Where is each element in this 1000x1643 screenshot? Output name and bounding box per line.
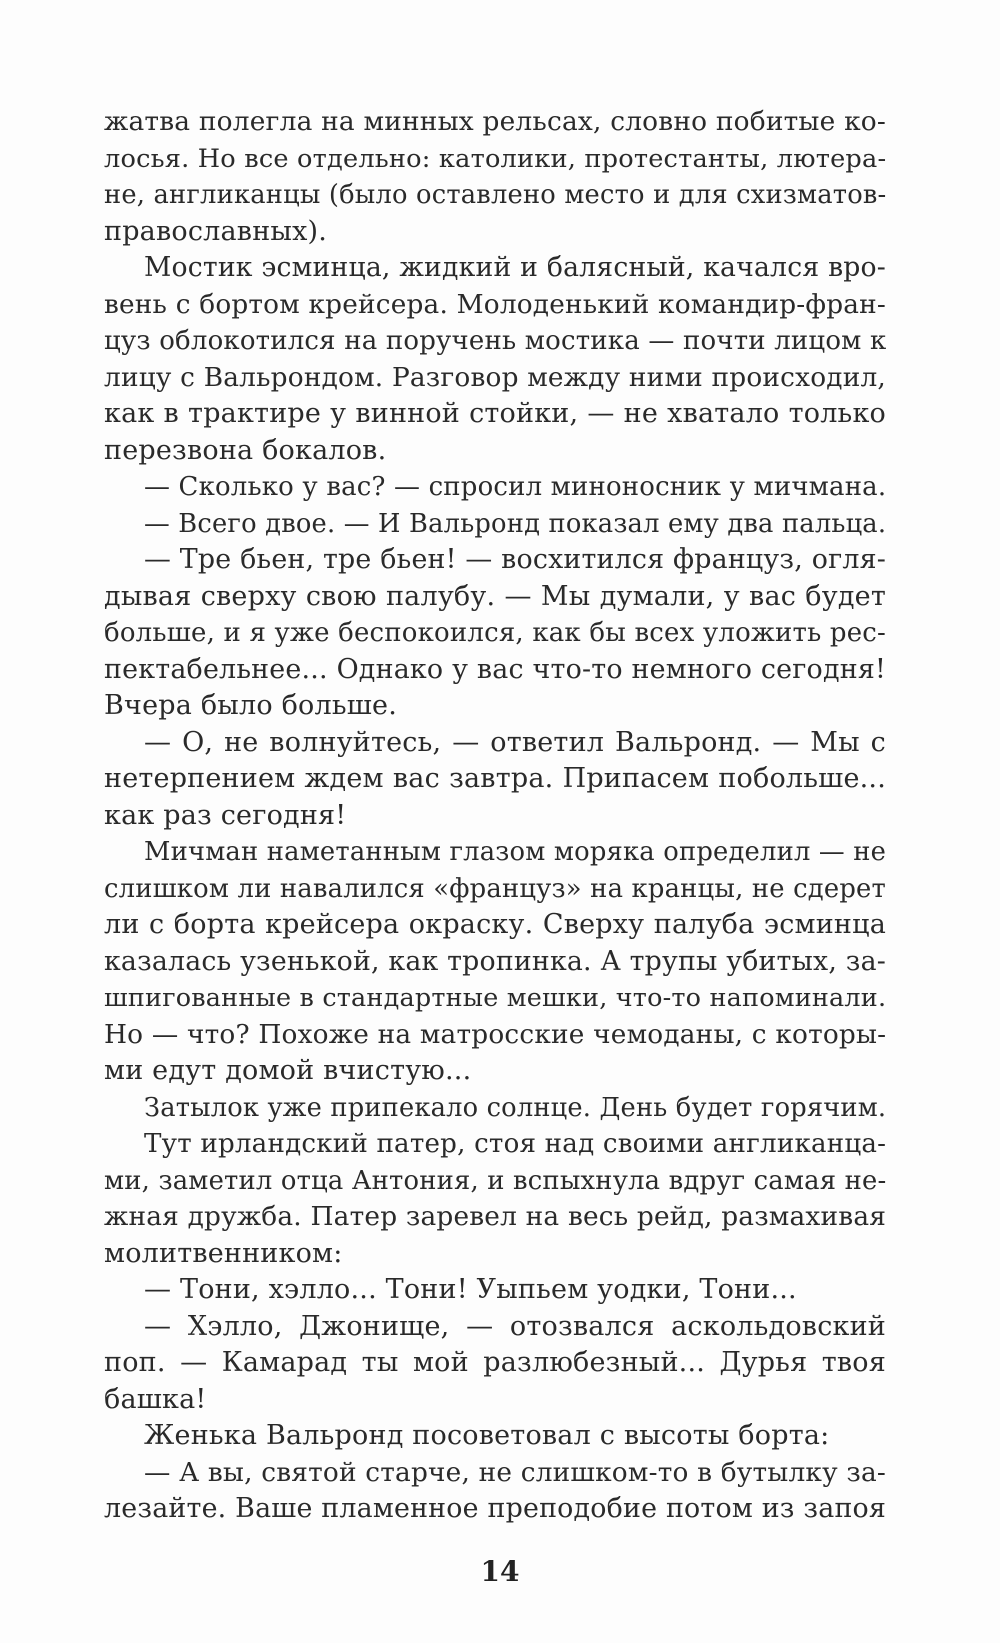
text-line: Мостик эсминца, жидкий и балясный, качался вро- (144, 252, 886, 283)
text-line: не, англиканцы (было оставлено место и для схизматов- (104, 180, 887, 210)
text-line: Тут ирландский патер, стоя над своими англиканца- (144, 1129, 887, 1159)
text-line: шпигованные в стандартные мешки, что-то напоминали. (104, 983, 887, 1013)
text-line: как в трактире у винной стойки, — не хватало только (104, 398, 886, 429)
text-line: — Тони, хэлло... Тони! Уыпьем уодки, Тони... (144, 1274, 797, 1305)
text-line: — Тре бьен, тре бьен! — восхитился француз, огля- (144, 544, 886, 575)
text-line: Но — что? Похоже на матросские чемоданы, с которы- (104, 1019, 887, 1050)
text-line: перезвона бокалов. (104, 434, 387, 466)
text-line: Вчера было больше. (104, 690, 397, 721)
text-line: вень с бортом крейсера. Молоденький командир-фран- (104, 289, 886, 320)
body-text (104, 104, 886, 1528)
text-line: жная дружба. Патер заревел на весь рейд, размахивая (104, 1202, 887, 1232)
text-line: дывая сверху свою палубу. — Мы думали, у вас будет (104, 580, 886, 612)
text-line: пектабельнее... Однако у вас что-то немного сегодня! (104, 653, 886, 685)
text-line: нетерпением ждем вас завтра. Припасем побольше... (104, 763, 886, 794)
page-number: 14 (480, 1555, 520, 1588)
text-line: лосья. Но все отдельно: католики, протестанты, лютера- (104, 143, 887, 174)
text-line: — Сколько у вас? — спросил миноносник у мичмана. (144, 472, 887, 502)
text-line: — А вы, святой старче, не слишком-то в бутылку за- (144, 1457, 886, 1488)
text-line: ми, заметил отца Антония, и вспыхнула вдруг самая не- (104, 1165, 887, 1196)
text-line: — О, не волнуйтесь, — ответил Вальронд. — Мы с (144, 726, 886, 758)
text-line: ли с борта крейсера окраску. Сверху палуба эсминца (104, 909, 886, 940)
text-line: слишком ли навалился «француз» на кранцы, не сдерет (104, 873, 886, 904)
text-line: лицу с Вальрондом. Разговор между ними происходил, (104, 362, 886, 393)
text-line: цуз облокотился на поручень мостика — почти лицом к (104, 326, 887, 356)
text-line: православных). (104, 215, 328, 247)
text-line: башка! (104, 1383, 207, 1415)
text-line: поп. — Камарад ты мой разлюбезный... Дурья твоя (104, 1347, 886, 1378)
text-line: Затылок уже припекало солнце. День будет горячим. (144, 1092, 887, 1123)
text-line: молитвенником: (104, 1237, 343, 1269)
text-line: Мичман наметанным глазом моряка определил — не (144, 837, 887, 867)
text-line: жатва полегла на минных рельсах, словно побитые ко- (104, 106, 886, 137)
text-line: — Хэлло, Джонище, — отозвался аскольдовский (144, 1310, 886, 1342)
text-line: казалась узенькой, как тропинка. А трупы убитых, за- (104, 945, 886, 977)
text-line: больше, и я уже беспокоился, как бы всех уложить рес- (104, 618, 886, 648)
text-line: ми едут домой вчистую... (104, 1055, 472, 1086)
text-line: как раз сегодня! (104, 799, 347, 831)
text-line: — Всего двое. — И Вальронд показал ему два пальца. (144, 508, 887, 539)
text-line: лезайте. Ваше пламенное преподобие потом из запоя (104, 1493, 887, 1524)
text-line: Женька Вальронд посоветовал с высоты борта: (144, 1420, 830, 1451)
